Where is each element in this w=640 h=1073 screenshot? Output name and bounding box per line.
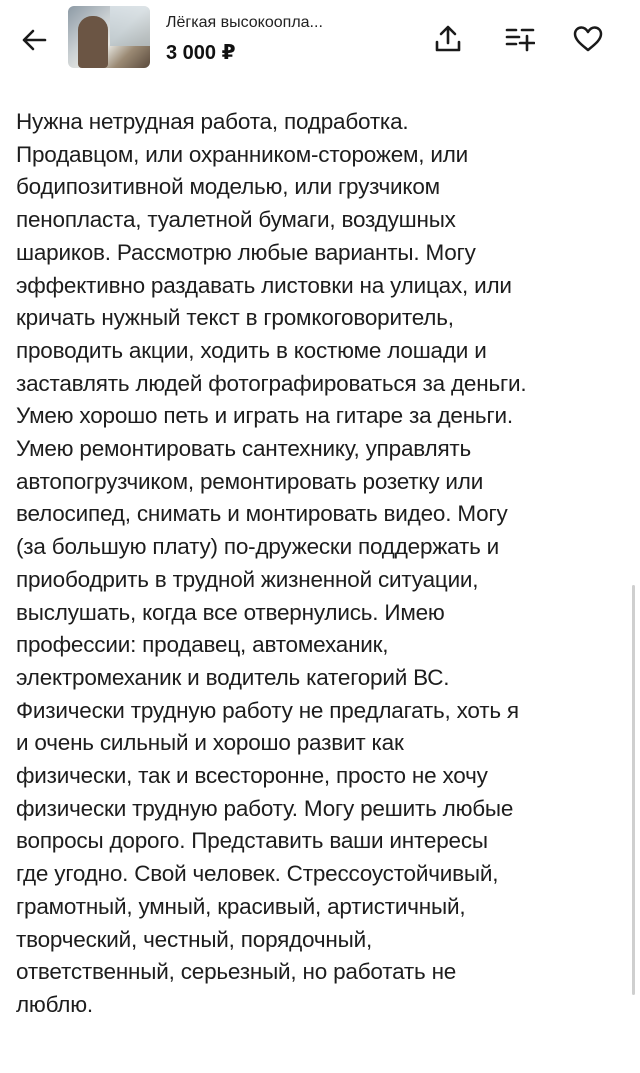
scrollbar[interactable] — [632, 585, 635, 995]
back-button[interactable] — [14, 22, 54, 58]
compare-list-icon — [505, 25, 535, 53]
heart-icon — [572, 25, 604, 53]
listing-thumbnail[interactable] — [68, 6, 150, 68]
favorite-button[interactable] — [570, 20, 606, 58]
listing-title[interactable]: Лёгкая высокоопла... — [166, 14, 323, 31]
listing-description: Нужна нетрудная работа, подработка. Продавцом, или охранником-сторожем, или бодипозитивной моделью, или грузчиком пенопласта, туалетной бумаги, воздушных шариков. Рассмотрю любые варианты. Могу эффективно раздавать листовки на улицах, или кричать нужный текст в громкоговоритель, проводить акции, ходить в костюме лошади и заставлять людей фотографироваться за деньги. Умею хорошо петь и играть на гитаре за деньги. Умею ремонтировать сантехнику, управлять автопогрузчиком, ремонтировать розетку или велосипед, снимать и монтировать видео. Могу (за большую плату) по-дружески поддержать и приободрить в трудной жизненной ситуации, выслушать, когда все отвернулись. Имею профессии: продавец, автомеханик, электромеханик и водитель категорий ВС. Физически трудную работу не предлагать, хоть я и очень сильный и хорошо развит как физически, так и всесторонне, просто не хочу физически трудную работу. Могу решить любые вопросы дорого. Представить ваши интересы где угодно. Свой человек. Стрессоустойчивый, грамотный, умный, красивый, артистичный, творческий, честный, порядочный, ответственный, серьезный, но работать не люблю. — [16, 109, 527, 1017]
arrow-left-icon — [21, 28, 47, 52]
listing-price: 3 000 ₽ — [166, 42, 236, 64]
share-icon — [434, 24, 462, 54]
listing-header — [0, 0, 640, 80]
share-button[interactable] — [430, 20, 466, 58]
thumbnail-person — [78, 16, 108, 68]
compare-button[interactable] — [502, 20, 538, 58]
thumbnail-window — [110, 6, 150, 46]
